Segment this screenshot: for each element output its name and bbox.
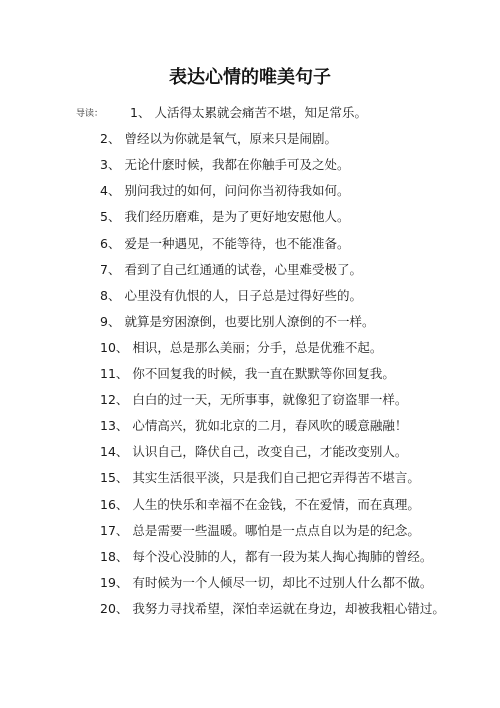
- list-item-number: 19、: [100, 574, 129, 590]
- list-item: [100, 261, 362, 279]
- list-item-number: 2、: [100, 131, 121, 147]
- list-item-text: 我努力寻找希望，深怕幸运就在身边，却被我粗心错过。: [132, 600, 445, 616]
- list-item: [100, 313, 374, 331]
- list-item: [100, 365, 395, 383]
- list-item-number: 11、: [100, 366, 129, 381]
- list-item-text: 白白的过一天，无所事事，就像犯了窃盗罪一样。: [132, 392, 408, 408]
- list-item-number: 4、: [100, 183, 121, 199]
- list-item-number: 15、: [100, 470, 129, 486]
- list-item-number: 7、: [100, 261, 121, 277]
- list-item: [100, 548, 432, 566]
- list-item-number: 17、: [100, 522, 129, 538]
- list-item-text: 总是需要一些温暖。哪怕是一点点自以为是的纪念。: [132, 522, 420, 538]
- list-item: [100, 522, 420, 540]
- list-item-text: 无论什麽时候，我都在你触手可及之处。: [124, 157, 350, 173]
- list-item: [100, 208, 349, 226]
- list-item-text: 曾经以为你就是氧气，原来只是闹剧。: [124, 131, 337, 147]
- list-item-number: 18、: [100, 548, 129, 564]
- list-item: [130, 104, 367, 122]
- list-item-number: 16、: [100, 496, 129, 512]
- list-item: [100, 443, 407, 461]
- list-item: [100, 287, 362, 305]
- list-item-text: 看到了自己红通通的试卷，心里难受极了。: [124, 261, 362, 277]
- list-item-number: 6、: [100, 235, 121, 251]
- guide-label: 导读：: [76, 109, 104, 119]
- list-item-number: 1、: [130, 105, 151, 120]
- list-item-text: 心情高兴，犹如北京的二月，春风吹的暖意融融！: [132, 418, 408, 434]
- list-item: [100, 156, 349, 174]
- list-item-text: 心里没有仇恨的人，日子总是过得好些的。: [124, 287, 362, 303]
- list-item-text: 有时候为一个人倾尽一切，却比不过别人什么都不做。: [132, 574, 433, 590]
- list-item: [100, 391, 407, 409]
- list-item-number: 10、: [100, 339, 129, 355]
- list-item-text: 人活得太累就会痛苦不堪，知足常乐。: [154, 105, 367, 120]
- list-item-number: 20、: [100, 600, 129, 616]
- list-item-number: 9、: [100, 313, 121, 329]
- list-item: [100, 417, 407, 435]
- list-item: [100, 600, 445, 618]
- list-item-number: 8、: [100, 287, 121, 303]
- list-item-text: 我们经历磨难，是为了更好地安慰他人。: [124, 209, 350, 225]
- list-item-text: 别问我过的如何，问问你当初待我如何。: [124, 183, 350, 199]
- list-item: [100, 496, 420, 514]
- list-item: [100, 339, 382, 357]
- list-item-number: 12、: [100, 392, 129, 408]
- list-item-text: 相识，总是那么美丽；分手，总是优雅不起。: [132, 339, 383, 355]
- list-item-text: 你不回复我的时候，我一直在默默等你回复我。: [132, 366, 395, 381]
- list-item-text: 爱是一种遇见，不能等待，也不能准备。: [124, 235, 350, 251]
- list-item-text: 其实生活很平淡，只是我们自己把它弄得苦不堪言。: [132, 470, 420, 486]
- list-item: [100, 130, 337, 148]
- list-item-number: 3、: [100, 157, 121, 173]
- list-item: [100, 182, 349, 200]
- list-item-text: 认识自己，降伏自己，改变自己，才能改变别人。: [132, 444, 408, 460]
- list-item: [100, 469, 420, 487]
- list-item-number: 13、: [100, 418, 129, 434]
- list-item-text: 就算是穷困潦倒，也要比别人潦倒的不一样。: [124, 313, 375, 329]
- page-title: 表达心情的唯美句子: [169, 67, 331, 88]
- list-item-number: 14、: [100, 444, 129, 460]
- list-item-number: 5、: [100, 209, 121, 225]
- list-item-text: 人生的快乐和幸福不在金钱，不在爱情，而在真理。: [132, 496, 420, 512]
- list-item: [100, 235, 349, 253]
- list-item-text: 每个没心没肺的人，都有一段为某人掏心掏肺的曾经。: [132, 548, 433, 564]
- list-item: [100, 574, 432, 592]
